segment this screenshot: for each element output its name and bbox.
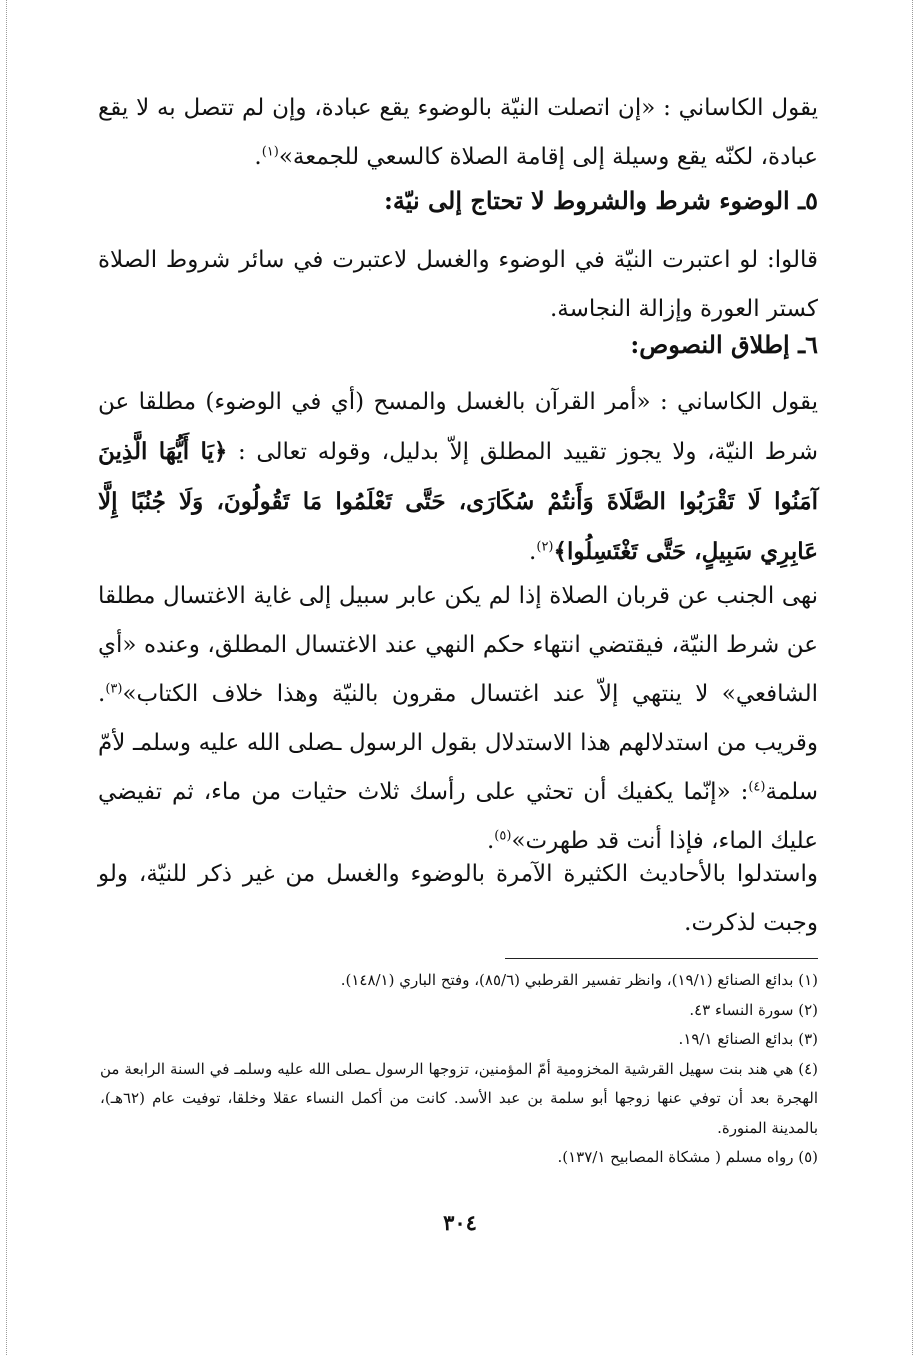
footnote-ref: (٢) <box>536 539 554 555</box>
paragraph-end: . <box>486 828 495 854</box>
paragraph-end: . <box>529 539 537 565</box>
heading-point-5: ٥ـ الوضوء شرط والشروط لا تحتاج إلى نيّة: <box>384 186 818 215</box>
paragraph-hadiths: واستدلوا بالأحاديث الكثيرة الآمرة بالوضوء والغسل من غير ذكر للنيّة، ولو وجبت لذكرت. <box>98 861 818 936</box>
footnotes <box>100 966 818 1173</box>
footnote-4: (٤) هي هند بنت سهيل القرشية المخزومية أمّ المؤمنين، تزوجها الرسول ـصلى الله عليه وسلمـ في السنة الرابعة من الهجرة بعد أن توفي عنها زوجها أبو سلمة بن عبد الأسد. كانت من أكمل النساء عقلا وخلقا، توفيت عام (٦٢هـ)، بالمدينة المنورة. <box>100 1059 818 1137</box>
page-edge-right <box>912 0 913 1355</box>
paragraph-end: . <box>254 144 262 170</box>
paragraph-text: يقول الكاساني : «أمر القرآن بالغسل والمسح (أي في الوضوء) مطلقا عن شرط النيّة، ولا يجوز تقييد المطلق إلاّ بدليل، وقوله تعالى : <box>98 389 818 465</box>
heading-point-6: ٦ـ إطلاق النصوص: <box>630 330 818 359</box>
paragraph-text: يقول الكاساني : «إن اتصلت النيّة بالوضوء يقع عبادة، وإن لم تتصل به لا يقع عبادة، لكنّه يقع وسيلة إلى إقامة الصلاة كالسعي للجمعة» <box>98 95 818 170</box>
footnote-ref: (٤) <box>748 779 766 795</box>
quran-verse: ﴿يَا أَيُّهَا الَّذِينَ آمَنُوا لَا تَقْرَبُوا الصَّلَاةَ وَأَنتُمْ سُكَارَى، حَتَّى تَعْلَمُوا مَا تَقُولُونَ، وَلَا جُنُبًا إِلَّا عَابِرِي سَبِيلٍ، حَتَّى تَغْتَسِلُوا﴾ <box>98 438 818 565</box>
footnote-3: (٣) بدائع الصنائع ١٩/١. <box>678 1030 818 1048</box>
page-edge-left <box>6 0 7 1355</box>
paragraph-junub <box>98 572 818 866</box>
page-number: ٣٠٤ <box>443 1210 477 1235</box>
footnote-ref: (٥) <box>494 828 512 844</box>
footnote-5: (٥) رواه مسلم ( مشكاة المصابيح ١٣٧/١). <box>557 1148 818 1166</box>
footnote-ref: (١) <box>261 144 279 160</box>
paragraph-text: . وقريب من استدلالهم هذا الاستدلال بقول الرسول ـصلى الله عليه وسلمـ لأمّ سلمة <box>98 681 818 805</box>
footnote-1: (١) بدائع الصنائع (١٩/١)، وانظر تفسير القرطبي (٨٥/٦)، وفتح الباري (١٤٨/١). <box>340 971 818 989</box>
paragraph-text: نهى الجنب عن قربان الصلاة إذا لم يكن عابر سبيل إلى غاية الاغتسال مطلقا عن شرط النيّة، فيقتضي انتهاء حكم النهي عند الاغتسال المطلق، وعنده «أي الشافعي» لا ينتهي إلاّ عند اغتسال مقرون بالنيّة وهذا خلاف الكتاب» <box>98 583 818 707</box>
paragraph-they-said: قالوا: لو اعتبرت النيّة في الوضوء والغسل لاعتبرت في سائر شروط الصلاة كستر العورة وإزالة النجاسة. <box>98 247 818 322</box>
paragraph-kasani-quran <box>98 378 818 577</box>
footnote-ref: (٣) <box>105 681 123 697</box>
paragraph-kasani-niyyah <box>98 84 818 182</box>
footnote-2: (٢) سورة النساء ٤٣. <box>689 1000 818 1019</box>
hadith-quote: : «إنّما يكفيك أن تحثي على رأسك ثلاث حثيات من ماء، ثم تفيضي عليك الماء، فإذا أنت قد طهرت» <box>98 779 818 854</box>
footnote-separator <box>505 958 818 959</box>
